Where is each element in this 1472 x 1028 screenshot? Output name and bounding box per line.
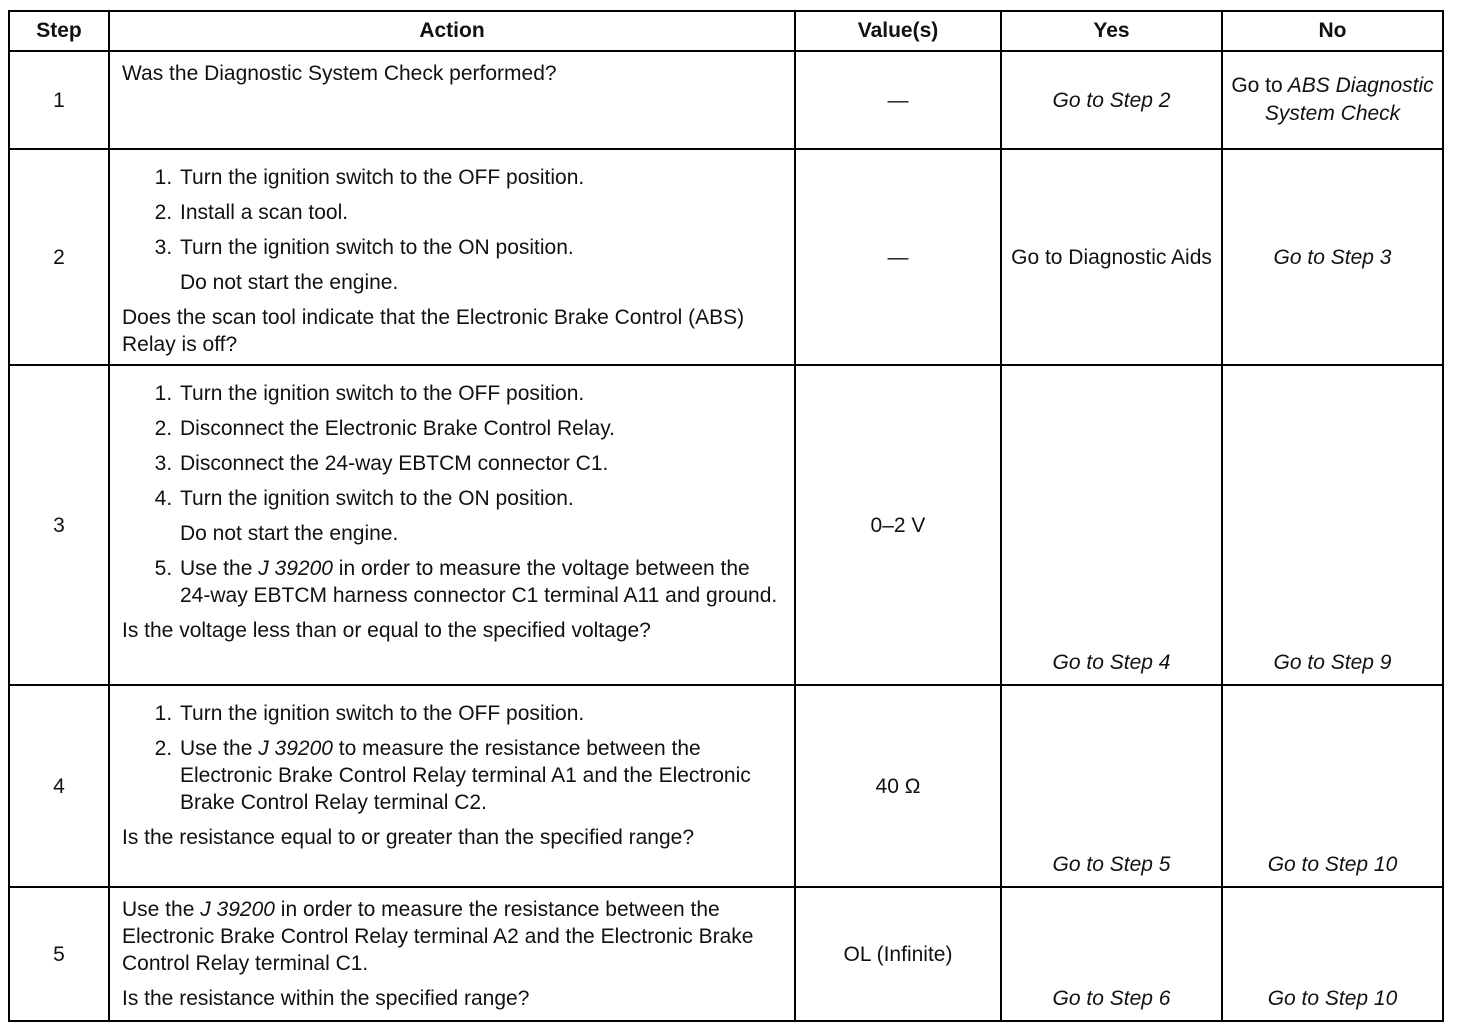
value-cell: 0–2 V [795,365,1001,685]
yes-cell [1001,365,1222,685]
header-step: Step [9,11,109,51]
action-text-post: in order to measure the resistance between the Electronic Brake Control Relay terminal A2 and the Electronic Brake Control Relay terminal C1. [122,898,754,975]
action-step-pre: Use the [180,557,253,580]
no-cell [1222,365,1443,685]
header-yes: Yes [1001,11,1222,51]
action-cell [109,51,795,149]
action-question: Does the scan tool indicate that the Electronic Brake Control (ABS) Relay is off? [122,306,745,356]
value-cell: 40 Ω [795,685,1001,887]
action-cell [109,887,795,1021]
action-text-pre: Use the [122,898,195,921]
no-cell [1222,685,1443,887]
table-row [9,51,1443,149]
action-step [178,485,784,547]
no-link[interactable]: Go to Step 10 [1267,853,1398,876]
action-step-pre: Use the [180,737,253,760]
no-link[interactable]: ABS Diagnostic System Check [1264,74,1434,125]
action-step: 2. Disconnect the Electronic Brake Control Relay. [178,415,784,442]
no-cell [1222,149,1443,365]
header-row [9,11,1443,51]
step-number: 1 [9,51,109,149]
tool-reference: J 39200 [258,557,333,580]
action-question: Is the resistance within the specified range? [122,987,530,1010]
action-step-note: Do not start the engine. [180,522,399,545]
action-step-post: in order to measure the voltage between the 24-way EBTCM harness connector C1 terminal A11 and ground. [180,557,778,607]
header-action: Action [109,11,795,51]
no-prefix: Go to [1231,74,1283,97]
value-cell: — [795,149,1001,365]
action-steps-list [122,380,784,609]
action-cell [109,685,795,887]
step-number: 4 [9,685,109,887]
yes-cell [1001,149,1222,365]
diagnostic-table [8,10,1444,1022]
action-step: 1. Turn the ignition switch to the OFF position. [178,380,784,407]
no-link[interactable]: Go to Step 10 [1267,987,1398,1010]
tool-reference: J 39200 [200,898,275,921]
action-step-note: Do not start the engine. [180,271,399,294]
yes-link[interactable]: Go to Step 4 [1052,651,1171,674]
action-step: 1. Turn the ignition switch to the OFF position. [178,700,784,727]
step-number: 2 [9,149,109,365]
action-step-post: to measure the resistance between the Electronic Brake Control Relay terminal A1 and the Electronic Brake Control Relay terminal C2. [180,737,751,814]
table-row [9,365,1443,685]
step-number: 3 [9,365,109,685]
yes-link[interactable]: Go to Diagnostic Aids [1011,245,1212,269]
table-row [9,887,1443,1021]
action-step-text: Turn the ignition switch to the ON position. [180,236,574,259]
yes-cell [1001,51,1222,149]
action-cell [109,149,795,365]
action-steps-list [122,164,784,296]
action-step: 2. Install a scan tool. [178,199,784,226]
action-step-text: Turn the ignition switch to the ON position. [180,487,574,510]
action-steps-list [122,700,784,816]
action-step: 1. Turn the ignition switch to the OFF position. [178,164,784,191]
table-row [9,685,1443,887]
value-cell: OL (Infinite) [795,887,1001,1021]
action-step [178,735,784,816]
action-question: Was the Diagnostic System Check performed? [122,62,557,85]
yes-link[interactable]: Go to Step 2 [1052,88,1171,112]
tool-reference: J 39200 [258,737,333,760]
no-link[interactable]: Go to Step 3 [1273,245,1392,269]
action-question: Is the resistance equal to or greater than the specified range? [122,826,695,849]
header-no: No [1222,11,1443,51]
action-step: 3. Disconnect the 24-way EBTCM connector C1. [178,450,784,477]
no-cell [1222,887,1443,1021]
no-link[interactable]: Go to Step 9 [1273,651,1392,674]
yes-link[interactable]: Go to Step 5 [1052,853,1171,876]
action-step [178,234,784,296]
action-question: Is the voltage less than or equal to the specified voltage? [122,619,651,642]
step-number: 5 [9,887,109,1021]
table-row [9,149,1443,365]
action-text [122,896,784,977]
no-cell [1222,51,1443,149]
yes-link[interactable]: Go to Step 6 [1052,987,1171,1010]
header-values: Value(s) [795,11,1001,51]
action-cell [109,365,795,685]
yes-cell [1001,887,1222,1021]
action-step [178,555,784,609]
yes-cell [1001,685,1222,887]
value-cell: — [795,51,1001,149]
